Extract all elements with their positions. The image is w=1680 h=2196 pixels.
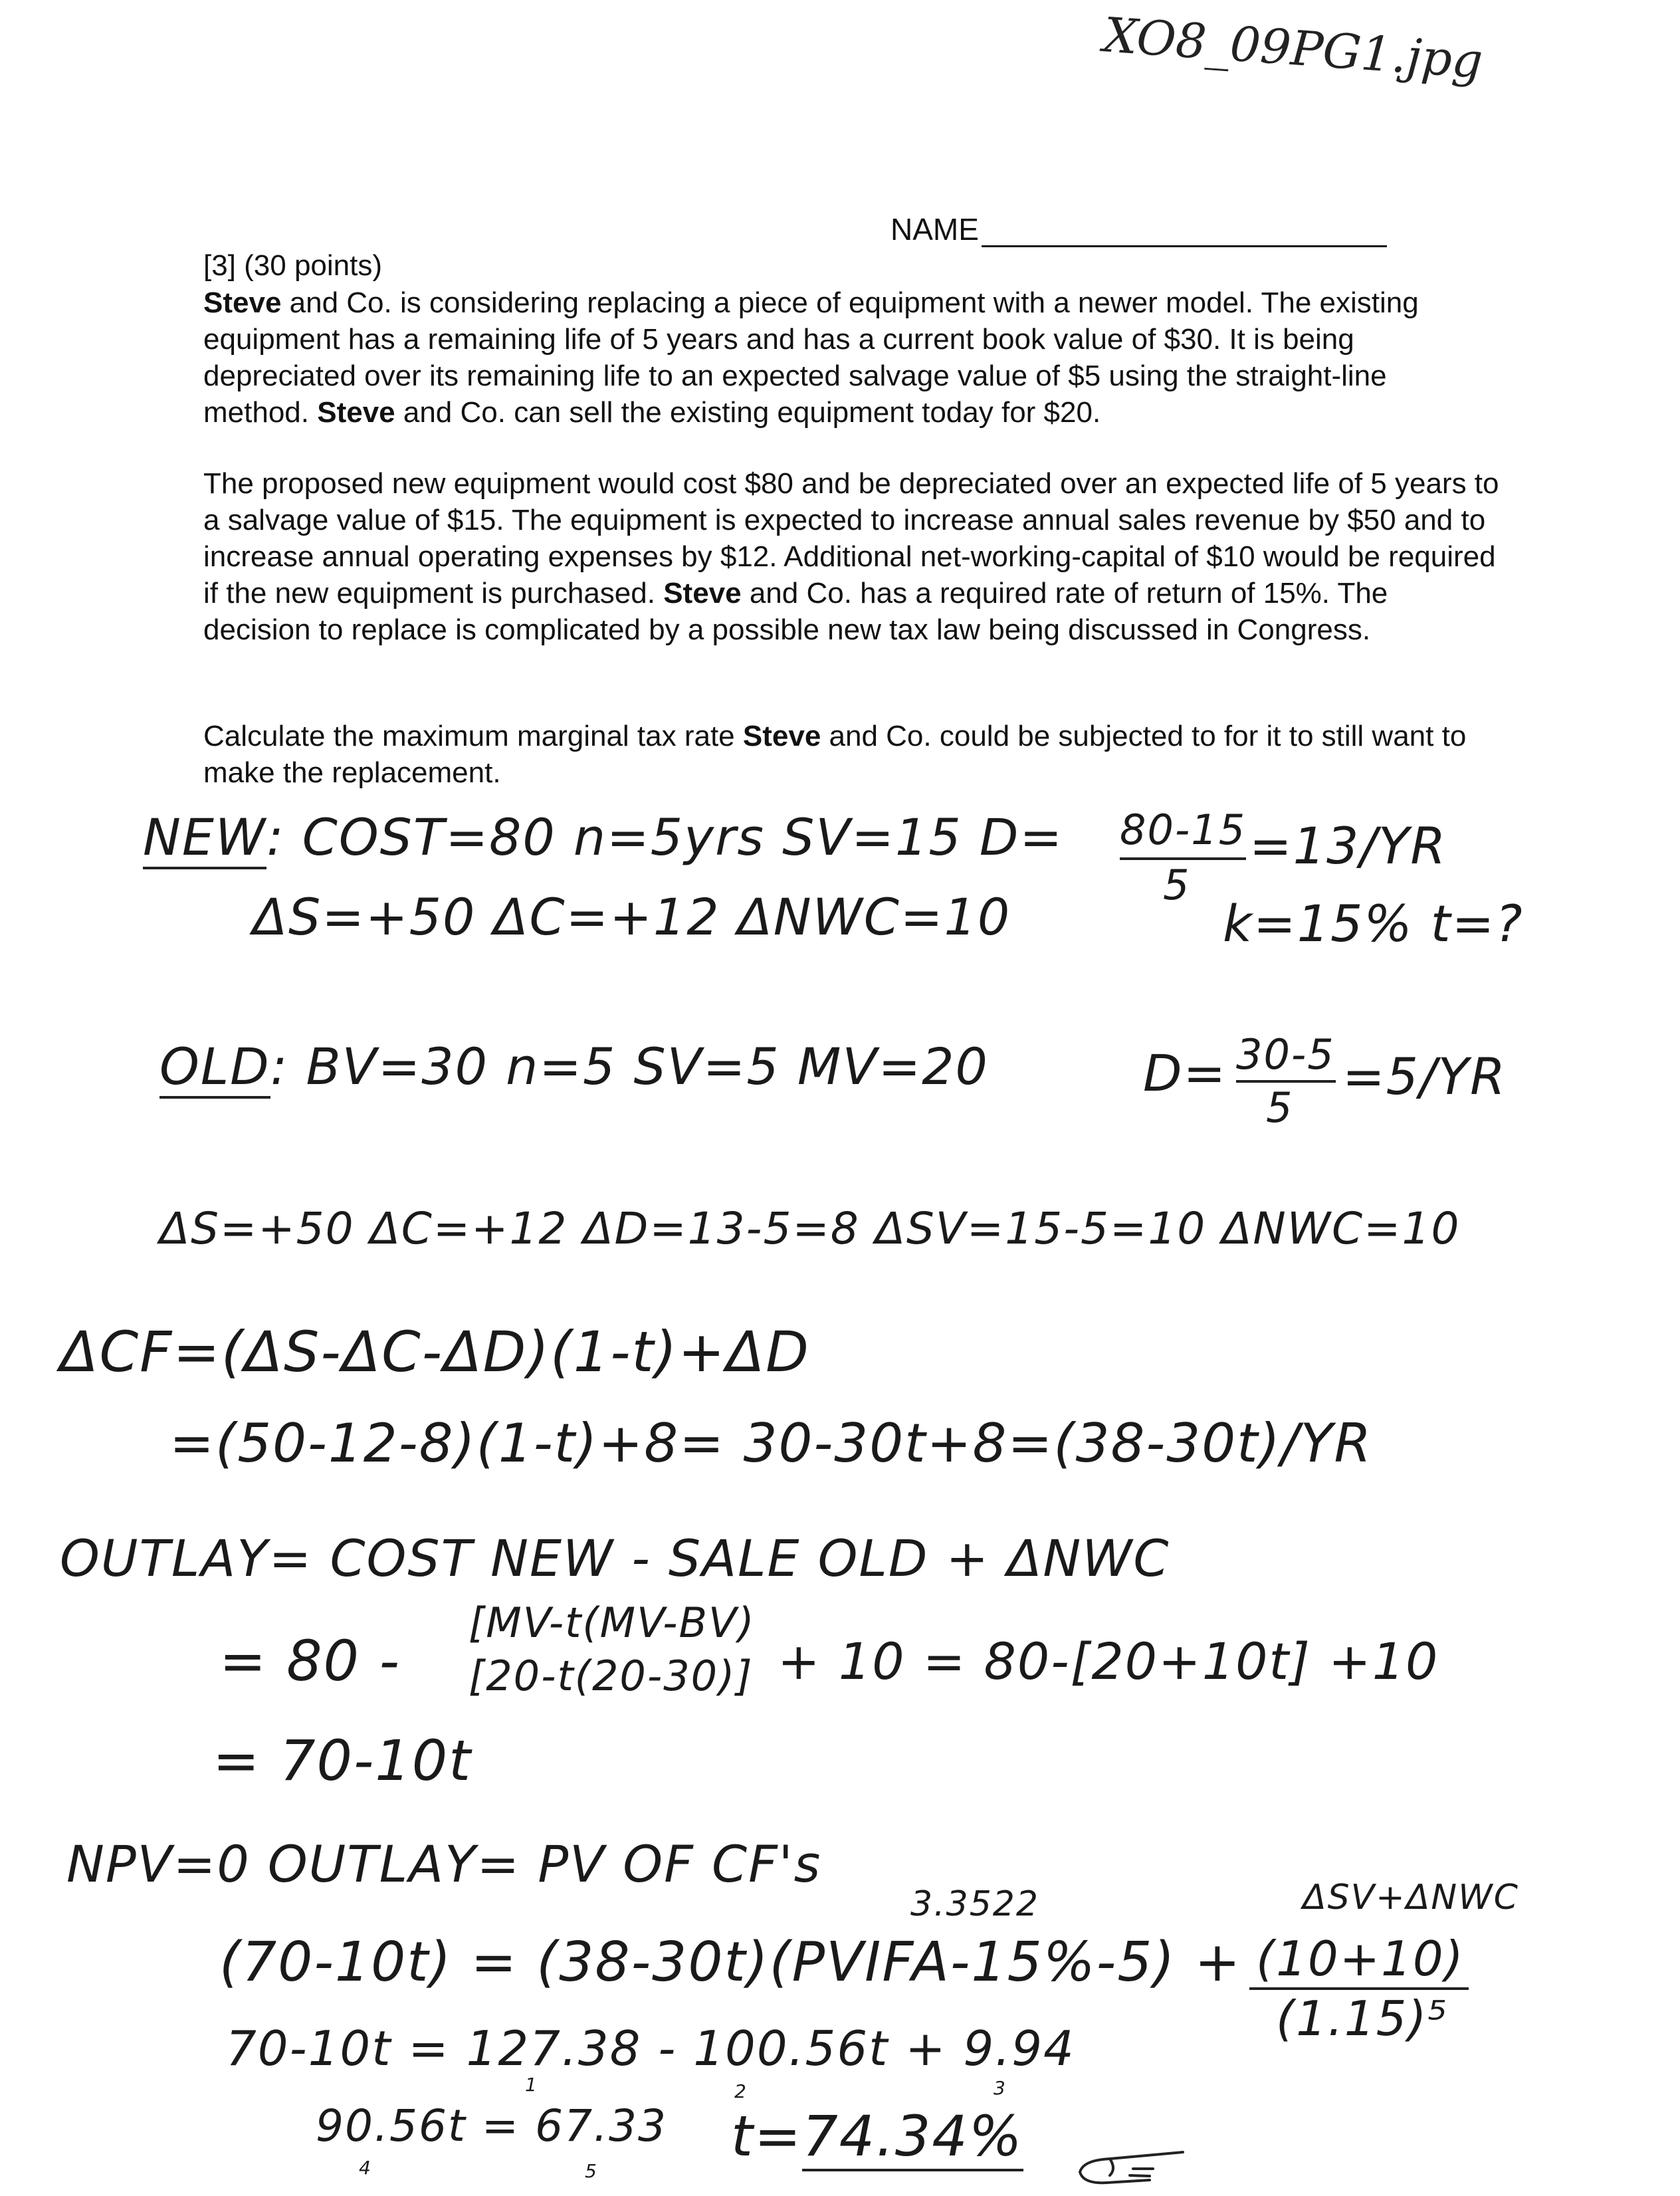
- old-equipment-line: OLD: BV=30 n=5 SV=5 MV=20: [159, 1037, 989, 1096]
- delta-cf-evaluation: =(50-12-8)(1-t)+8= 30-30t+8=(38-30t)/YR: [169, 1412, 1373, 1474]
- outlay-bracket-bottom: [20-t(20-30)]: [469, 1652, 754, 1700]
- para3-run: Steve: [742, 720, 821, 752]
- step-mark-2: 2: [734, 2080, 748, 2102]
- solve-step-2: 90.56t = 67.33: [316, 2100, 668, 2151]
- para1-run: Steve: [203, 286, 282, 319]
- name-label: NAME: [891, 212, 979, 247]
- outlay-result: = 70-10t: [213, 1728, 472, 1793]
- new-depreciation-denominator: 5: [1163, 861, 1191, 909]
- new-depreciation-result: =13/YR: [1249, 816, 1447, 875]
- npv-terminal-fraction-bar: [1249, 1987, 1469, 1990]
- npv-equation: (70-10t) = (38-30t)(PVIFA-15%-5) +: [219, 1931, 1242, 1994]
- para1-run: Steve: [317, 396, 395, 429]
- para1-run: and Co. is considering replacing a piece of equipment with a newer model. The existing equipment has a remaining life of 5 years and has a current book value of $30. It is being depreciated over its remaining life to an expected salvage value of $5 using the straight-line method.: [203, 286, 1419, 429]
- outlay-rest: + 10 = 80-[20+10t] +10: [778, 1632, 1439, 1691]
- outlay-equals-80: = 80 -: [219, 1628, 401, 1694]
- old-depreciation-fraction-bar: [1236, 1080, 1336, 1083]
- name-field: [891, 211, 1387, 247]
- old-depreciation-label: D=: [1143, 1043, 1227, 1103]
- npv-terminal-numerator: (10+10): [1256, 1931, 1465, 1987]
- new-depreciation-fraction-bar: [1120, 857, 1246, 860]
- old-depreciation-result: =5/YR: [1342, 1047, 1507, 1106]
- para3-run: and Co. could be subjected to for it to still want to make the replacement.: [203, 720, 1467, 789]
- question-paragraph-2: [203, 465, 1499, 648]
- step-mark-5: 5: [585, 2160, 598, 2182]
- question-number-points: [3] (30 points): [203, 249, 383, 282]
- incremental-deltas-line: ΔS=+50 ΔC=+12 ΔD=13-5=8 ΔSV=15-5=10 ΔNWC=10: [159, 1203, 1461, 1254]
- para2-run: The proposed new equipment would cost $80 and be depreciated over an expected life of 5 years to a salvage value of $15. The equipment is expected to increase annual sales revenue by $50 and to increase annual operating expenses by $12. Additional net-working-capital of $10 would be required if the new equipment is purchased.: [203, 467, 1499, 609]
- new-equipment-line: NEW: COST=80 n=5yrs SV=15 D=: [143, 808, 1063, 867]
- step-mark-4: 4: [359, 2157, 372, 2179]
- delta-cf-formula: ΔCF=(ΔS-ΔC-ΔD)(1-t)+ΔD: [60, 1319, 810, 1384]
- final-answer-value: 74.34%: [802, 2104, 1023, 2171]
- question-paragraph-1: [203, 284, 1499, 431]
- new-deltas-line: ΔS=+50 ΔC=+12 ΔNWC=10: [253, 887, 1011, 946]
- solve-step-1: 70-10t = 127.38 - 100.56t + 9.94: [226, 2021, 1075, 2076]
- new-label: NEW: [143, 808, 266, 869]
- old-depreciation-denominator: 5: [1266, 1083, 1294, 1132]
- new-depreciation-numerator: 80-15: [1120, 806, 1247, 854]
- para2-run: Steve: [663, 577, 742, 609]
- question-paragraph-3: [203, 718, 1499, 791]
- file-name-annotation: XO8_09PG1.jpg: [1101, 7, 1485, 89]
- step-mark-1: 1: [525, 2074, 538, 2096]
- pointing-hand-icon: [1070, 2139, 1190, 2192]
- npv-terminal-denominator: (1.15)⁵: [1276, 1991, 1449, 2046]
- npv-condition: NPV=0 OUTLAY= PV OF CF's: [66, 1834, 822, 1894]
- outlay-bracket-top: [MV-t(MV-BV): [469, 1598, 756, 1647]
- pvifa-value-note: 3.3522: [910, 1884, 1039, 1924]
- step-mark-3: 3: [994, 2077, 1007, 2099]
- salvage-nwc-note: ΔSV+ΔNWC: [1303, 1878, 1519, 1918]
- old-depreciation-numerator: 30-5: [1236, 1030, 1335, 1079]
- final-answer: t=74.34%: [731, 2104, 1023, 2169]
- para1-run: and Co. can sell the existing equipment today for $20.: [395, 396, 1101, 429]
- outlay-formula: OUTLAY= COST NEW - SALE OLD + ΔNWC: [60, 1529, 1170, 1588]
- old-label: OLD: [159, 1037, 270, 1099]
- rate-and-tax-line: k=15% t=?: [1223, 894, 1524, 953]
- para3-run: Calculate the maximum marginal tax rate: [203, 720, 743, 752]
- name-blank-line: [982, 215, 1387, 247]
- para2-run: and Co. has a required rate of return of 15%. The decision to replace is complicated by a possible new tax law being discussed in Congress.: [203, 577, 1388, 646]
